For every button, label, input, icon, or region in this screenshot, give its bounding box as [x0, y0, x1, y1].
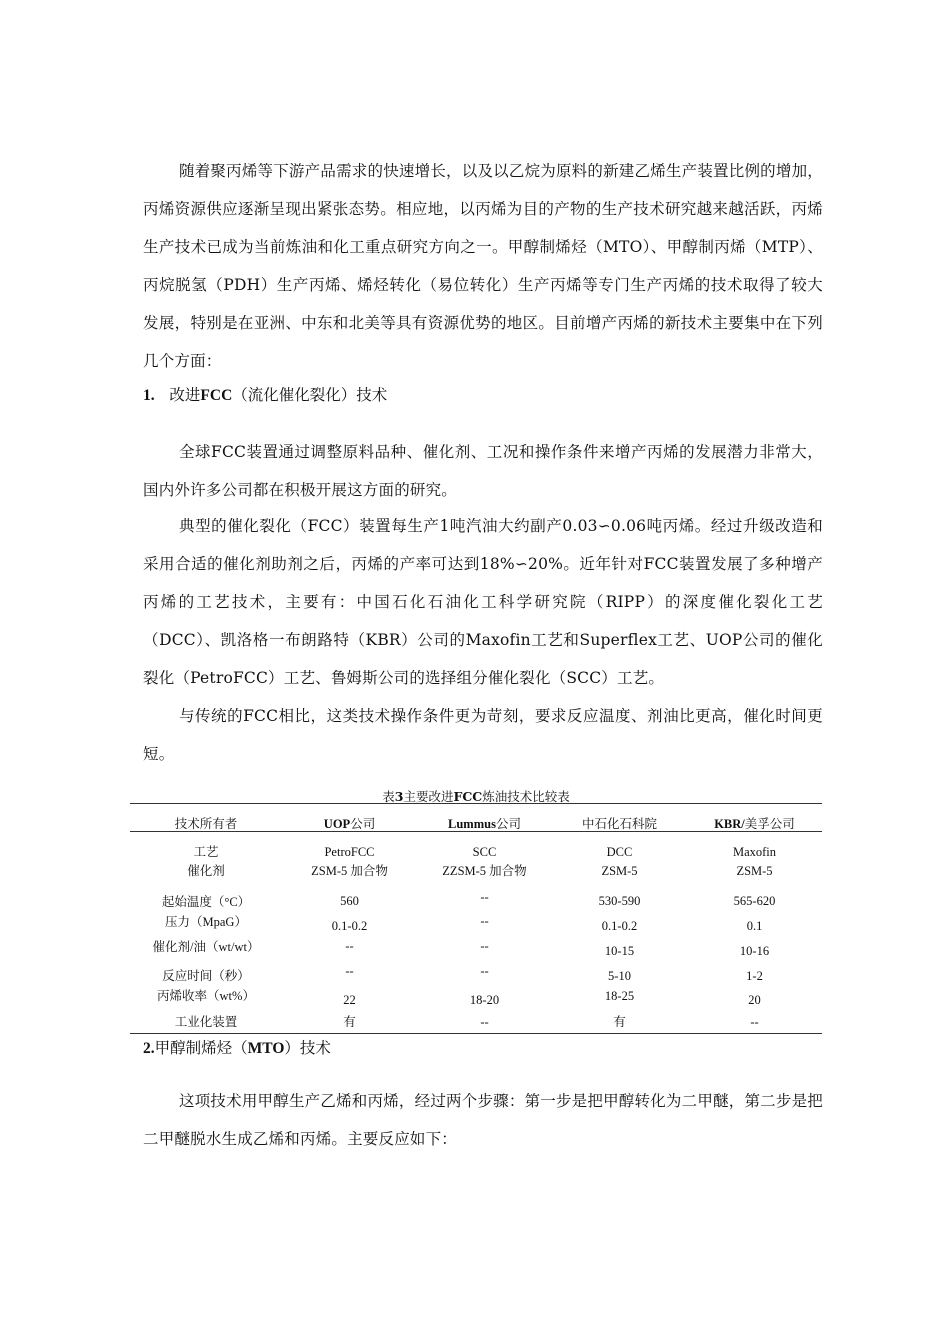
row-process-sinopec — [552, 843, 687, 881]
caption-prefix: 表 — [382, 789, 395, 804]
section1-title-bold: FCC — [200, 387, 233, 404]
row-industrial-sinopec: 有 — [613, 1015, 626, 1029]
caption-suffix: 炼油技术比较表 — [482, 789, 570, 804]
lummus-process: SCC — [472, 845, 497, 859]
section1-heading — [143, 383, 387, 405]
section2-number: 2. — [143, 1040, 155, 1057]
header-lummus-rest: 公司 — [495, 817, 521, 831]
caption-number: 3 — [394, 789, 404, 804]
section1-title-prefix: 改进 — [169, 386, 201, 404]
header-uop-rest: 公司 — [350, 817, 376, 831]
row-industrial-label: 工业化装置 — [174, 1015, 238, 1029]
section2-paragraph: 这项技术用甲醇生产乙烯和丙烯，经过两个步骤：第一步是把甲醇转化为二甲醚，第二步是把二甲醚脱水生成乙烯和丙烯。主要反应如下： — [143, 1092, 823, 1148]
process-label: 工艺 — [193, 845, 219, 859]
row-time-sinopec: 5-10 — [608, 969, 631, 983]
header-lummus-bold: Lummus — [448, 817, 496, 831]
row-pressure-kbr: 0.1 — [746, 919, 763, 933]
row-time-label: 反应时间（秒） — [162, 969, 250, 983]
caption-fcc: FCC — [453, 789, 483, 804]
row-pressure-lummus: -- — [480, 914, 489, 928]
row-process-kbr — [687, 843, 822, 881]
section2-heading — [143, 1036, 331, 1058]
header-uop-bold: UOP — [323, 817, 351, 831]
lummus-catalyst: ZZSM-5 加合物 — [442, 864, 527, 878]
row-catoil-lummus: -- — [480, 939, 489, 953]
row-time-kbr: 1-2 — [746, 969, 763, 983]
row-pressure-uop: 0.1-0.2 — [331, 919, 368, 933]
section2-title-prefix: 甲醇制烯烃（ — [154, 1039, 248, 1057]
row-yield-kbr: 20 — [748, 993, 761, 1007]
section1-title-suffix: （流化催化裂化）技术 — [232, 386, 388, 404]
row-yield-sinopec: 18-25 — [604, 989, 635, 1003]
row-yield-label: 丙烯收率（wt%） — [157, 989, 255, 1003]
catalyst-label: 催化剂 — [187, 864, 225, 878]
table-header-rule — [130, 831, 822, 832]
table-top-rule — [130, 803, 822, 804]
row-industrial-uop: 有 — [343, 1015, 356, 1029]
row-process-uop — [282, 843, 417, 881]
section1-paragraph-1: 全球FCC装置通过调整原料品种、催化剂、工况和操作条件来增产丙烯的发展潜力非常大，国内外许多公司都在积极开展这方面的研究。 — [143, 443, 823, 499]
row-pressure-label: 压力（MpaG） — [165, 915, 247, 929]
row-temp-lummus: -- — [480, 890, 489, 904]
kbr-catalyst: ZSM-5 — [736, 864, 773, 878]
row-temp-kbr: 565-620 — [733, 894, 776, 908]
section1-paragraph-3: 与传统的FCC相比，这类技术操作条件更为苛刻，要求反应温度、剂油比更高，催化时间更短。 — [143, 707, 823, 763]
row-yield-lummus: 18-20 — [469, 993, 500, 1007]
row-catoil-kbr: 10-16 — [739, 944, 770, 958]
row-time-uop: -- — [345, 964, 354, 978]
row-pressure-sinopec: 0.1-0.2 — [601, 919, 638, 933]
row-temp-uop: 560 — [340, 894, 359, 908]
section1-number: 1. — [143, 387, 155, 404]
header-sinopec: 中石化石科院 — [581, 817, 657, 831]
row-process-lummus — [417, 843, 552, 881]
kbr-process: Maxofin — [732, 845, 777, 859]
uop-catalyst: ZSM-5 加合物 — [311, 864, 388, 878]
section1-paragraph-2: 典型的催化裂化（FCC）装置每生产1吨汽油大约副产0.03∽0.06吨丙烯。经过升级改造和采用合适的催化剂助剂之后，丙烯的产率可达到18%∽20%。近年针对FCC装置发展了多种增产丙烯的工艺技术，主要有：中国石化石油化工科学研究院（RIPP）的深度催化裂化工艺（DCC）、凯洛格一布朗路特（KBR）公司的Maxofin工艺和Superflex工艺、UOP公司的催化裂化（PetroFCC）工艺、鲁姆斯公司的选择组分催化裂化（SCC）工艺。 — [143, 517, 823, 687]
header-kbr-rest: 美孚公司 — [744, 817, 795, 831]
section2-title-suffix: ）技术 — [284, 1039, 331, 1057]
row-catoil-uop: -- — [345, 939, 354, 953]
row-yield-uop: 22 — [343, 993, 356, 1007]
section2-title-bold: MTO — [247, 1040, 285, 1057]
sinopec-process: DCC — [606, 845, 633, 859]
row-temp-label: 起始温度（°C） — [161, 895, 251, 909]
row-time-lummus: -- — [480, 964, 489, 978]
header-owner: 技术所有者 — [174, 817, 238, 831]
row-temp-sinopec: 530-590 — [598, 894, 641, 908]
row-industrial-lummus: -- — [480, 1015, 489, 1029]
row-catoil-label: 催化剂/油（wt/wt） — [152, 940, 260, 954]
caption-middle: 主要改进 — [403, 789, 454, 804]
intro-paragraph: 随着聚丙烯等下游产品需求的快速增长，以及以乙烷为原料的新建乙烯生产装置比例的增加，丙烯资源供应逐渐呈现出紧张态势。相应地，以丙烯为目的产物的生产技术研究越来越活跃，丙烯生产技术已成为当前炼油和化工重点研究方向之一。甲醇制烯烃（MTO）、甲醇制丙烯（MTP）、丙烷脱氢（PDH）生产丙烯、烯烃转化（易位转化）生产丙烯等专门生产丙烯的技术取得了较大发展，特别是在亚洲、中东和北美等具有资源优势的地区。目前增产丙烯的新技术主要集中在下列几个方面： — [143, 162, 823, 370]
row-catoil-sinopec: 10-15 — [604, 944, 635, 958]
uop-process: PetroFCC — [324, 845, 375, 859]
sinopec-catalyst: ZSM-5 — [601, 864, 638, 878]
row-process-label — [130, 843, 282, 881]
header-kbr-bold: KBR/ — [714, 817, 745, 831]
table-bottom-rule — [130, 1033, 822, 1034]
row-industrial-kbr: -- — [750, 1015, 759, 1029]
